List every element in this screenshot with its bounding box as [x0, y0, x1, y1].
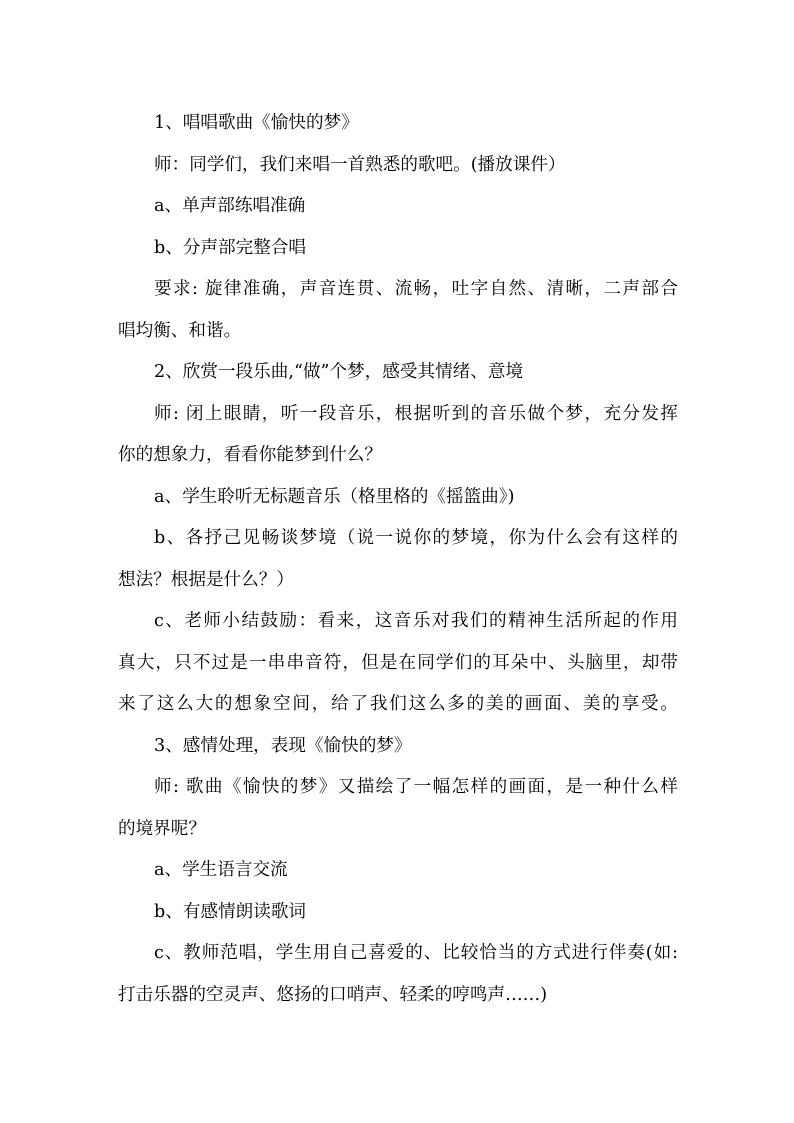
- document-body: [118, 103, 678, 1016]
- paragraph-line: [118, 975, 678, 1017]
- text-line: a、单声部练唱准确: [154, 196, 306, 216]
- list-item: [118, 477, 678, 519]
- text-line: b、分声部完整合唱: [154, 237, 307, 258]
- text-line: 来了这么大的想象空间，给了我们这么多的美的画面、美的享受。: [118, 694, 678, 714]
- text-line: 师: 闭上眼睛，听一段音乐，根据听到的音乐做个梦，充分发挥: [154, 403, 678, 424]
- list-item: [118, 186, 678, 228]
- section-heading-2: [118, 352, 678, 394]
- paragraph-line: [118, 311, 678, 353]
- text-line: 真大，只不过是一串串音符，但是在同学们的耳朵中、头脑里，却带: [118, 652, 678, 673]
- text-line: 师：同学们，我们来唱一首熟悉的歌吧。(播放课件）: [154, 154, 566, 175]
- paragraph-line: [118, 684, 678, 726]
- text-line: b、有感情朗读歌词: [154, 901, 307, 922]
- list-item: [118, 228, 678, 270]
- text-line: 你的想象力，看看你能梦到什么？: [118, 445, 382, 465]
- paragraph-line: [118, 394, 678, 436]
- list-item: [118, 850, 678, 892]
- text-line: a、学生聆听无标题音乐（格里格的《摇篮曲》): [154, 486, 515, 507]
- text-line: 1、唱唱歌曲《愉快的梦》: [154, 113, 359, 133]
- text-line: 唱均衡、和谐。: [118, 320, 242, 341]
- text-line: 打击乐器的空灵声、悠扬的口哨声、轻柔的哼鸣声……): [118, 984, 548, 1005]
- text-line: c、教师范唱，学生用自己喜爱的、比较恰当的方式进行伴奏(如:: [154, 943, 678, 963]
- paragraph-line: [118, 809, 678, 851]
- section-heading-3: [118, 726, 678, 768]
- text-line: 想法？根据是什么？）: [118, 569, 294, 590]
- list-item: [118, 518, 678, 560]
- text-line: c、老师小结鼓励：看来，这音乐对我们的精神生活所起的作用: [154, 611, 678, 631]
- text-line: b、各抒己见畅谈梦境（说一说你的梦境，你为什么会有这样的: [154, 528, 678, 548]
- paragraph-line: [118, 145, 678, 187]
- text-line: 3、感情处理，表现《愉快的梦》: [154, 735, 412, 756]
- paragraph-line: [118, 560, 678, 602]
- list-item: [118, 933, 678, 975]
- paragraph-line: [118, 643, 678, 685]
- text-line: 师: 歌曲《愉快的梦》又描绘了一幅怎样的画面，是一种什么样: [154, 777, 678, 797]
- text-line: 的境界呢？: [118, 818, 206, 839]
- text-line: a、学生语言交流: [154, 860, 288, 880]
- section-heading-1: [118, 103, 678, 145]
- text-line: 要求: 旋律准确，声音连贯、流畅，吐字自然、清晰，二声部合: [154, 279, 678, 299]
- list-item: [118, 892, 678, 934]
- paragraph-line: [118, 269, 678, 311]
- list-item: [118, 601, 678, 643]
- paragraph-line: [118, 767, 678, 809]
- paragraph-line: [118, 435, 678, 477]
- text-line: 2、欣赏一段乐曲,“做”个梦，感受其情绪、意境: [154, 362, 524, 382]
